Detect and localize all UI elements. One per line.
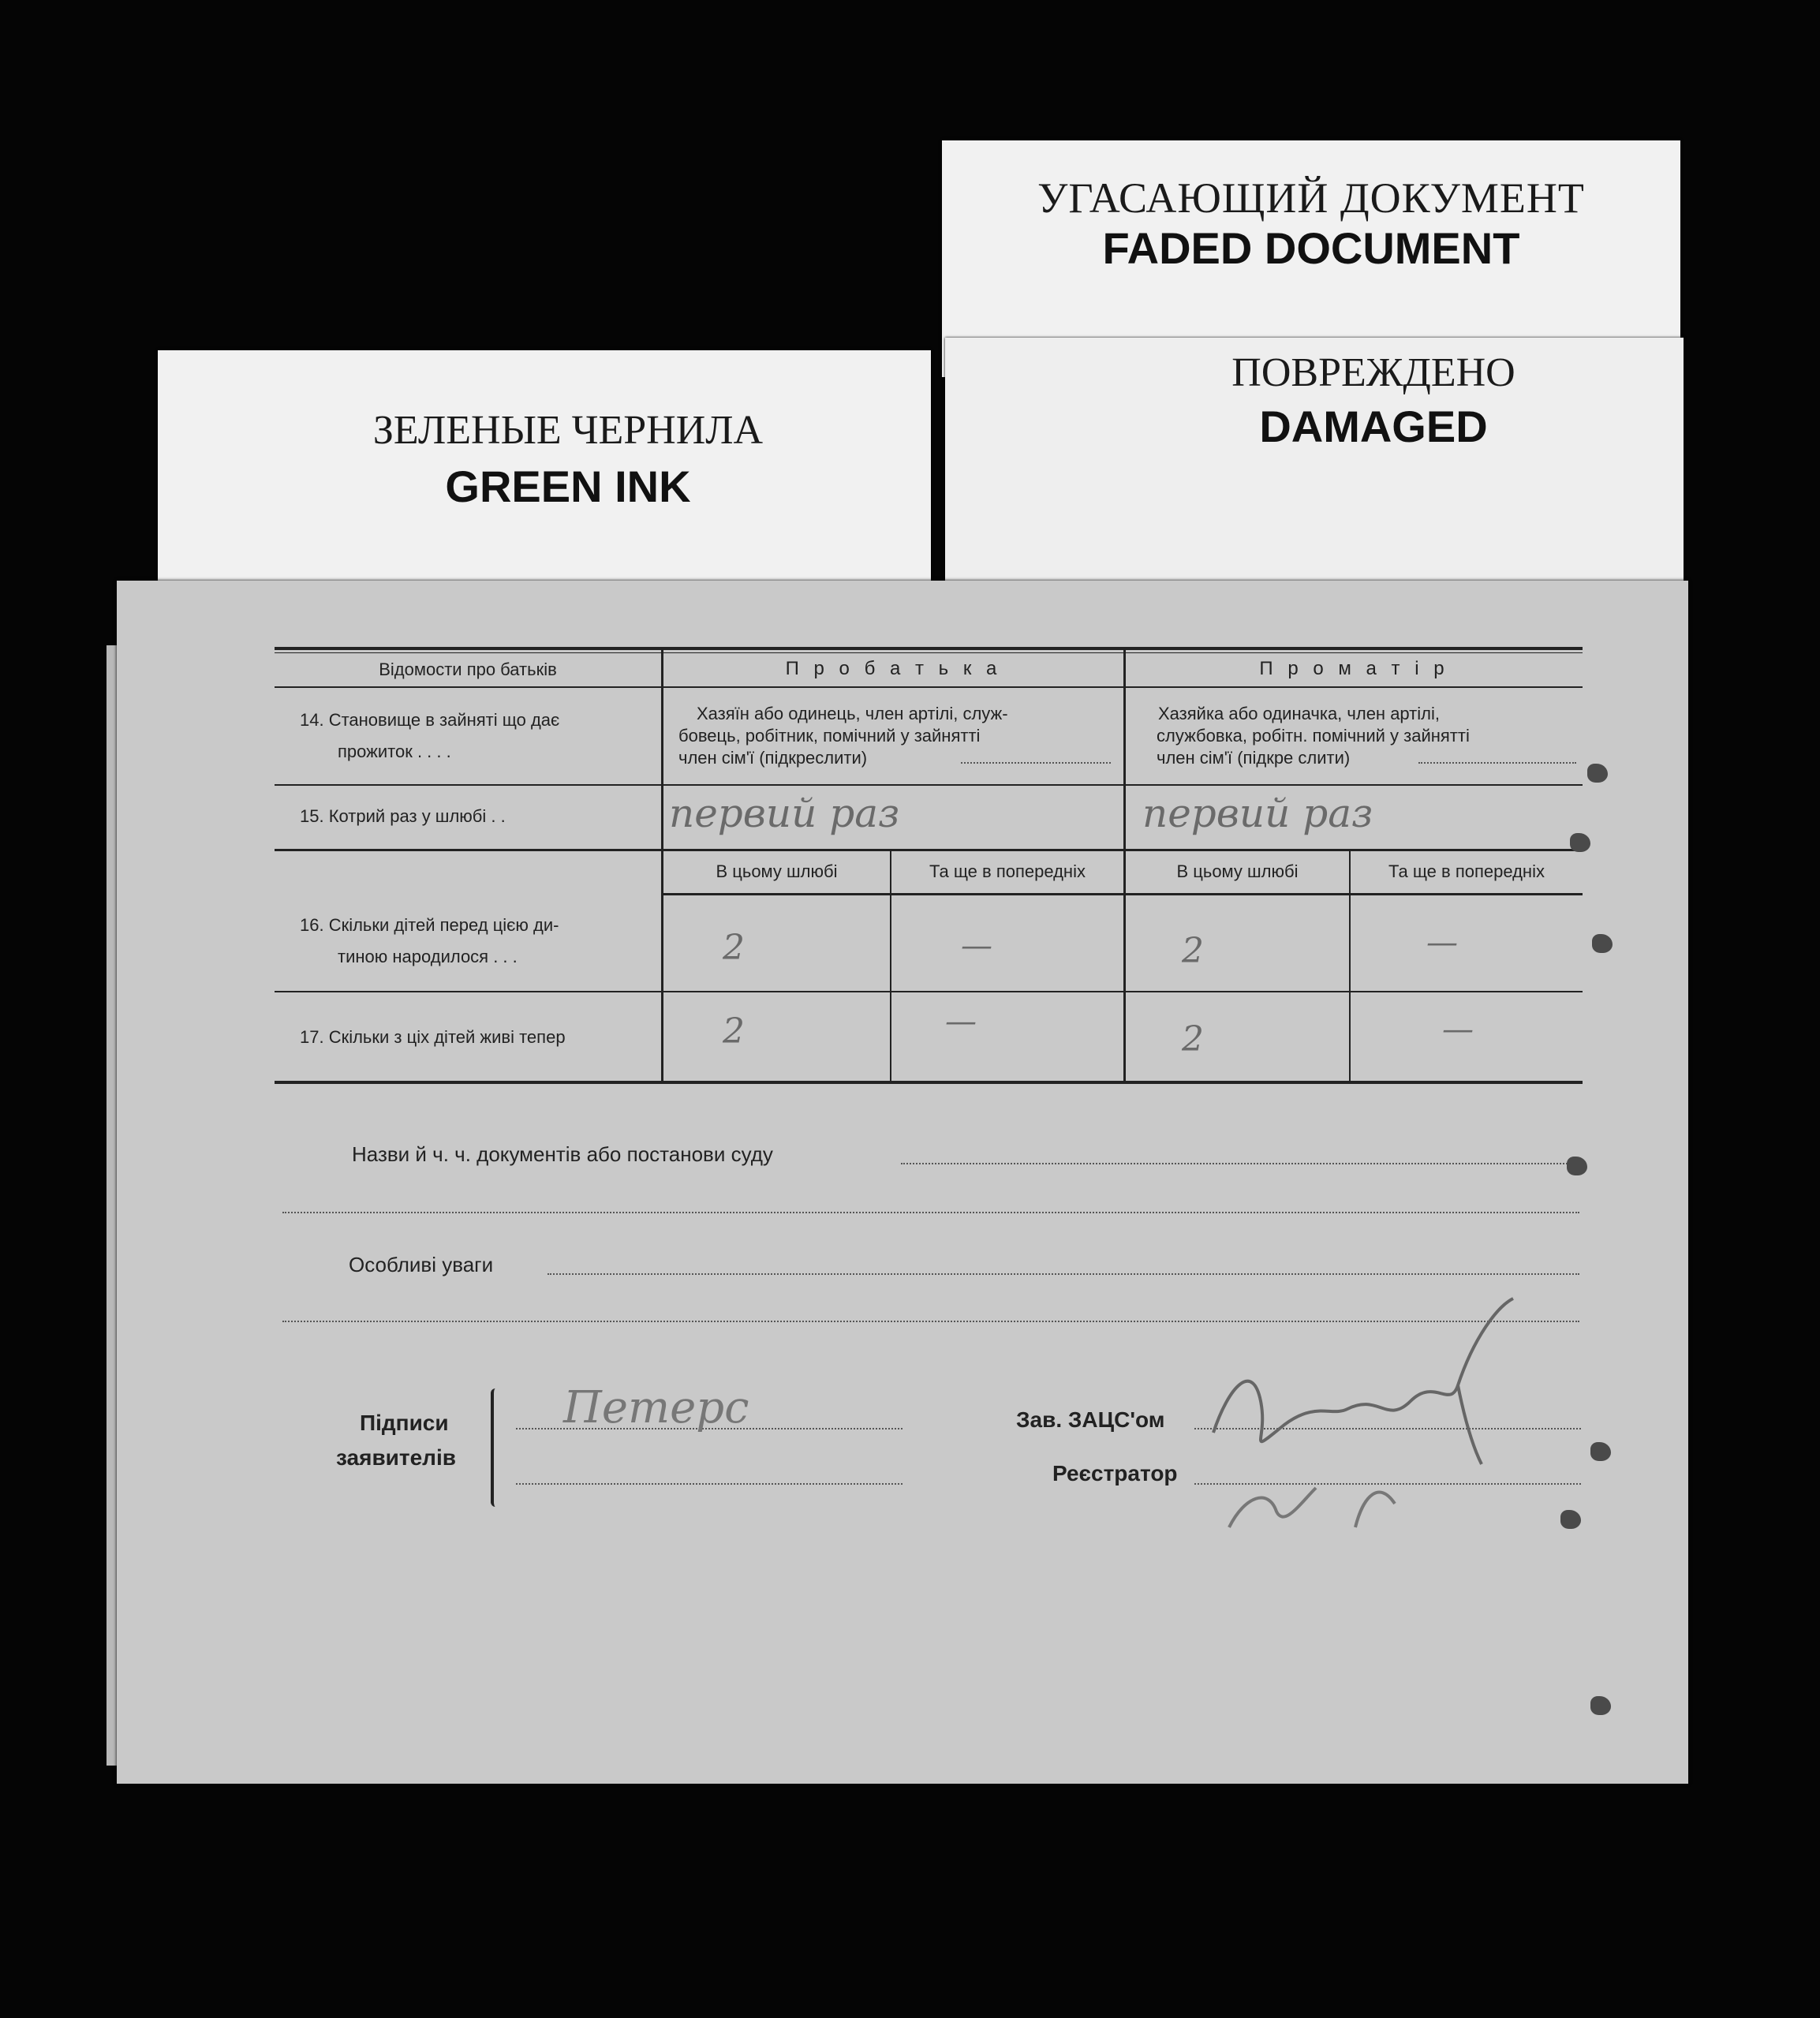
faded-label-en: FADED DOCUMENT	[1102, 223, 1520, 273]
stain-mark	[1590, 1696, 1611, 1715]
stain-mark	[1590, 1442, 1611, 1461]
col-head-parents: Відомости про батьків	[379, 660, 557, 679]
col-head-father: П р о б а т ь к а	[785, 658, 1002, 679]
documents-dots	[901, 1163, 1579, 1164]
green-ink-card	[158, 350, 931, 587]
green-label-ru: ЗЕЛЕНЫЕ ЧЕРНИЛА	[372, 408, 764, 453]
form-sheet	[117, 581, 1688, 1784]
row16-label-cont: тиною народилося . . .	[338, 947, 518, 966]
stain-mark	[1567, 1157, 1587, 1175]
subhead-rule	[661, 893, 1583, 895]
row16-father-this: 2	[723, 928, 745, 968]
row14-father-line1: Хазяїн або одинець, член артілі, служ-	[697, 704, 1008, 723]
stain-mark	[1570, 833, 1590, 852]
row15-father-handwriting: первий раз	[669, 790, 900, 836]
head-signature	[1198, 1291, 1608, 1543]
subhead-father-prev: Та ще в попередніх	[929, 861, 1086, 881]
applicant-signature: Петерс	[563, 1382, 749, 1433]
applicants-label: Підписи	[360, 1411, 449, 1435]
row17-label: 17. Скільки з ціх дітей живі тепер	[300, 1027, 566, 1047]
row15-rule	[275, 849, 1583, 851]
subhead-father-this: В цьому шлюбі	[716, 861, 838, 881]
subhead-mother-this: В цьому шлюбі	[1176, 861, 1299, 881]
row16-mother-prev: —	[1426, 925, 1458, 961]
row17-mother-this: 2	[1182, 1019, 1204, 1059]
row14-mother-dots	[1418, 762, 1576, 764]
table-head-rule	[275, 686, 1583, 688]
row17-father-prev: —	[945, 1003, 977, 1040]
row14-father-line2: бовець, робітник, помічний у зайнятті	[678, 726, 981, 746]
row14-mother-line2: службовка, робітн. помічний у зайнятті	[1157, 726, 1470, 746]
row15-label: 15. Котрий раз у шлюбі . .	[300, 806, 506, 826]
row14-father-dots	[961, 762, 1111, 764]
row14-mother-line3: член сім'ї (підкре слити)	[1157, 748, 1351, 768]
row16-mother-this: 2	[1182, 931, 1204, 971]
row16-label: 16. Скільки дітей перед цією ди-	[300, 915, 559, 935]
damaged-card	[945, 338, 1684, 582]
col-rule-4	[1349, 850, 1351, 1082]
row16-father-prev: —	[961, 928, 992, 964]
row14-label: 14. Становище в зайняті що дає	[300, 710, 560, 730]
row14-mother-line1: Хазяйка або одиначка, член артілі,	[1158, 704, 1440, 723]
stain-mark	[1560, 1510, 1581, 1529]
stain-mark	[1587, 764, 1608, 783]
table-bottom-rule	[275, 1081, 1583, 1084]
notes-label: Особливі уваги	[349, 1253, 494, 1276]
green-label-en: GREEN INK	[445, 462, 691, 511]
row17-mother-prev: —	[1442, 1011, 1474, 1048]
col-rule-3	[890, 850, 891, 1082]
applicants-label-cont: заявителів	[336, 1445, 456, 1470]
documents-label: Назви й ч. ч. документів або постанови суду	[352, 1142, 773, 1166]
table-top-rule	[275, 647, 1583, 650]
col-head-mother: П р о м а т і р	[1259, 658, 1449, 679]
applicant-sign-line-2	[516, 1483, 903, 1485]
row14-rule	[275, 784, 1583, 786]
head-label: Зав. ЗАЦС'ом	[1016, 1407, 1165, 1432]
row14-father-line3: член сім'ї (підкреслити)	[678, 748, 868, 768]
damaged-label-ru: ПОВРЕЖДЕНО	[1231, 350, 1515, 395]
applicants-brace	[491, 1388, 502, 1507]
row15-mother-handwriting: первий раз	[1142, 790, 1373, 836]
row16-rule	[275, 991, 1583, 992]
registrar-label: Реєстратор	[1052, 1461, 1178, 1485]
faded-label-ru: УГАСАЮЩИЙ ДОКУМЕНТ	[1037, 174, 1585, 222]
row17-father-this: 2	[723, 1011, 745, 1052]
row14-label-cont: прожиток . . . .	[338, 742, 451, 761]
notes-dots	[547, 1273, 1579, 1275]
stain-mark	[1592, 934, 1613, 953]
documents-dots-2	[282, 1212, 1579, 1213]
damaged-label-en: DAMAGED	[1259, 402, 1488, 451]
table-top-rule-thin	[275, 652, 1583, 653]
subhead-mother-prev: Та ще в попередніх	[1388, 861, 1545, 881]
